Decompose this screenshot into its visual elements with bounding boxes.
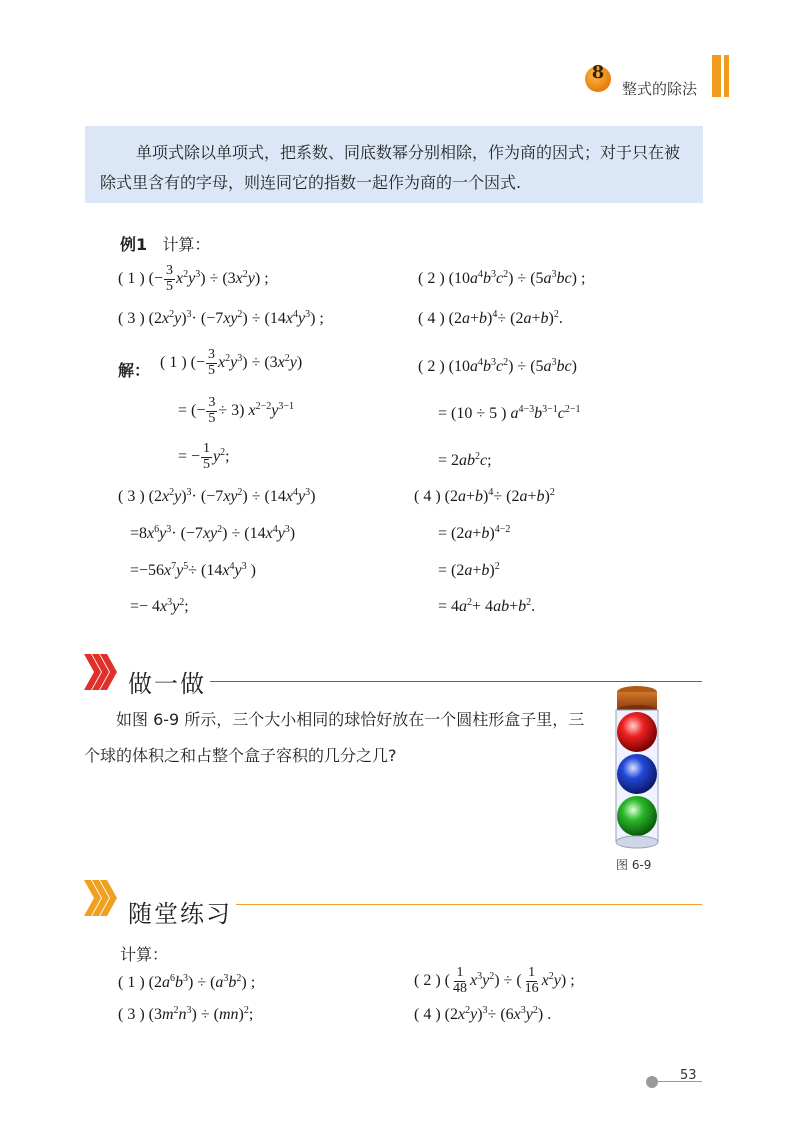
page-number: 53 xyxy=(680,1068,697,1083)
chapter-number-badge: 8 xyxy=(585,66,611,92)
solution-2-step-2: = $2ab^2c$; xyxy=(438,451,492,469)
chapter-title: 整式的除法 xyxy=(622,80,698,98)
solution-1-step-2: = − $\frac{1}{5}$ $y^2$; xyxy=(178,441,230,472)
solution-2-step-0: ( 2 ) $(10a^4b^3c^2) \div (5a^3bc)$ xyxy=(418,357,577,375)
practice-rule xyxy=(236,904,702,905)
practice-title: 随堂练习 xyxy=(128,900,232,928)
practice-3: ( 3 ) $(3m^2n^3) \div (mn)^2$; xyxy=(118,1005,254,1023)
example-prompt: 计算： xyxy=(162,235,211,254)
solution-3-step-3: =− $4x^3y^2$; xyxy=(130,597,189,615)
solution-4-step-3: = $4a^2+ 4ab+b^2$. xyxy=(438,597,536,615)
example-title: 例1 xyxy=(120,235,148,254)
solution-4-step-1: = $(2a+b)^{4-2}$ xyxy=(438,524,511,542)
figure-caption: 图 6-9 xyxy=(616,858,652,872)
problem-4: ( 4 ) $(2a+b)^4\div (2a+b)^2$. xyxy=(418,309,563,327)
solution-label: 解： xyxy=(118,361,151,380)
solution-4-step-2: = $(2a+b)^2$ xyxy=(438,561,500,579)
example-heading xyxy=(120,232,210,255)
header-bar-decoration-thin xyxy=(724,55,729,97)
solution-3-step-0: ( 3 ) $(2x^2y)^3\cdot (-7xy^2) \div (14x^4y^3)$ xyxy=(118,487,316,505)
page-number-dot xyxy=(646,1076,658,1088)
solution-1-step-1: = (− $\frac{3}{5}$ ÷ 3) $x^{2-2}y^{3-1}$ xyxy=(178,395,294,426)
problem-1: ( 1 ) (− $\frac{3}{5}$ $x^2y^3) \div (3x^2y)$ ; xyxy=(118,263,269,294)
solution-1-step-0: ( 1 ) (− $\frac{3}{5}$ $x^2y^3) \div (3x^2y)$ xyxy=(160,347,303,378)
practice-4: ( 4 ) $(2x^2y)^3\div (6x^3y^2)$ . xyxy=(414,1005,552,1023)
problem-2: ( 2 ) $(10a^4b^3c^2) \div (5a^3bc)$ ; xyxy=(418,269,586,287)
figure-cylinder-balls xyxy=(608,684,666,854)
try-it-title: 做一做 xyxy=(128,670,206,698)
try-it-rule xyxy=(210,681,702,682)
rule-text: 单项式除以单项式，把系数、同底数幂分别相除，作为商的因式；对于只在被除式里含有的字母，则连同它的指数一起作为商的一个因式. xyxy=(100,143,681,192)
practice-prompt: 计算： xyxy=(120,945,169,964)
solution-3-step-1: $=8x^6y^3\cdot (-7xy^2) \div (14x^4y^3)$ xyxy=(130,524,296,542)
solution-4-step-0: ( 4 ) $(2a+b)^4\div (2a+b)^2$ xyxy=(414,487,555,505)
practice-2: ( 2 ) ( $\frac{1}{48}$ $x^3y^2$) ÷ ( $\frac{1}{16}$ $x^2y$) ; xyxy=(414,965,575,996)
chevrons-red-icon xyxy=(82,650,126,694)
practice-1: ( 1 ) $(2a^6b^3) \div (a^3b^2)$ ; xyxy=(118,973,256,991)
header-bar-decoration xyxy=(712,55,721,97)
solution-2-step-1: = (10 ÷ 5 ) $a^{4-3}b^{3-1}c^{2-1}$ xyxy=(438,404,581,422)
try-it-text: 如图 6-9 所示，三个大小相同的球恰好放在一个圆柱形盒子里，三个球的体积之和占整个盒子容积的几分之几? xyxy=(84,710,585,765)
solution-3-step-2: $=-56x^7y^5\div (14x^4y^3$ ) xyxy=(130,561,256,579)
chevrons-orange-icon xyxy=(82,876,126,920)
problem-3: ( 3 ) $(2x^2y)^3\cdot (-7xy^2) \div (14x^4y^3)$ ; xyxy=(118,309,324,327)
